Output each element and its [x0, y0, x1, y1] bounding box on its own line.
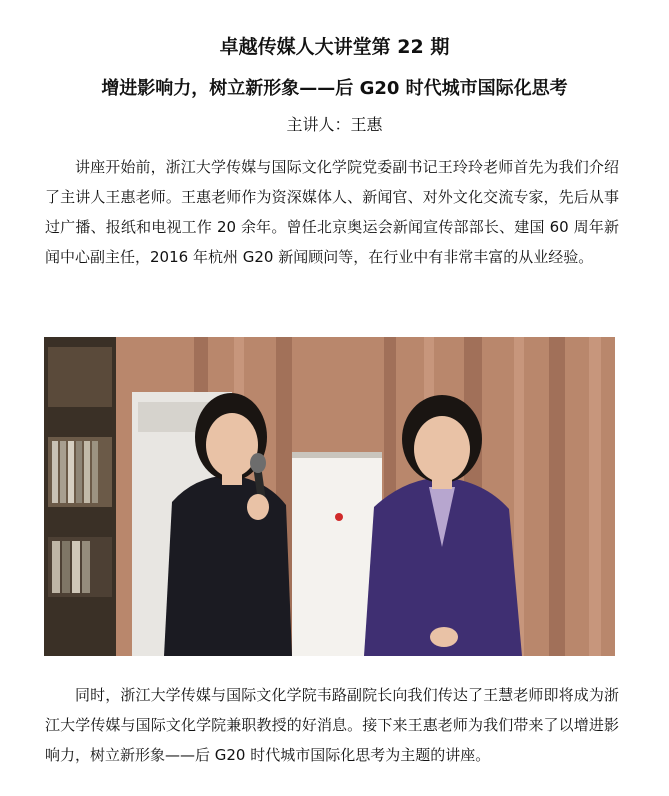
speaker-line: 主讲人：王惠 [286, 115, 383, 134]
bookshelf [44, 337, 116, 656]
lecture-subtitle: 增进影响力，树立新形象——后 G20 时代城市国际化思考 [101, 78, 568, 99]
page-title: 卓越传媒人大讲堂第 22 期 [219, 36, 450, 58]
event-photo [44, 337, 615, 656]
photo-illustration [44, 337, 615, 656]
intro-paragraph: 讲座开始前，浙江大学传媒与国际文化学院党委副书记王玲玲老师首先为我们介绍了主讲人王惠老师。王惠老师作为资深媒体人、新闻官、对外文化交流专家，先后从事过广播、报纸和电视工作 20 余年。曾任北京奥运会新闻宣传部部长、建国 60 周年新闻中心副主任，2016 年杭州 G20 新闻顾问等，在行业中有非常丰富的从业经验。 [45, 158, 619, 266]
announcement-paragraph: 同时，浙江大学传媒与国际文化学院韦路副院长向我们传达了王慧老师即将成为浙江大学传媒与国际文化学院兼职教授的好消息。接下来王惠老师为我们带来了以增进影响力，树立新形象——后 G20 时代城市国际化思考为主题的讲座。 [45, 686, 619, 764]
